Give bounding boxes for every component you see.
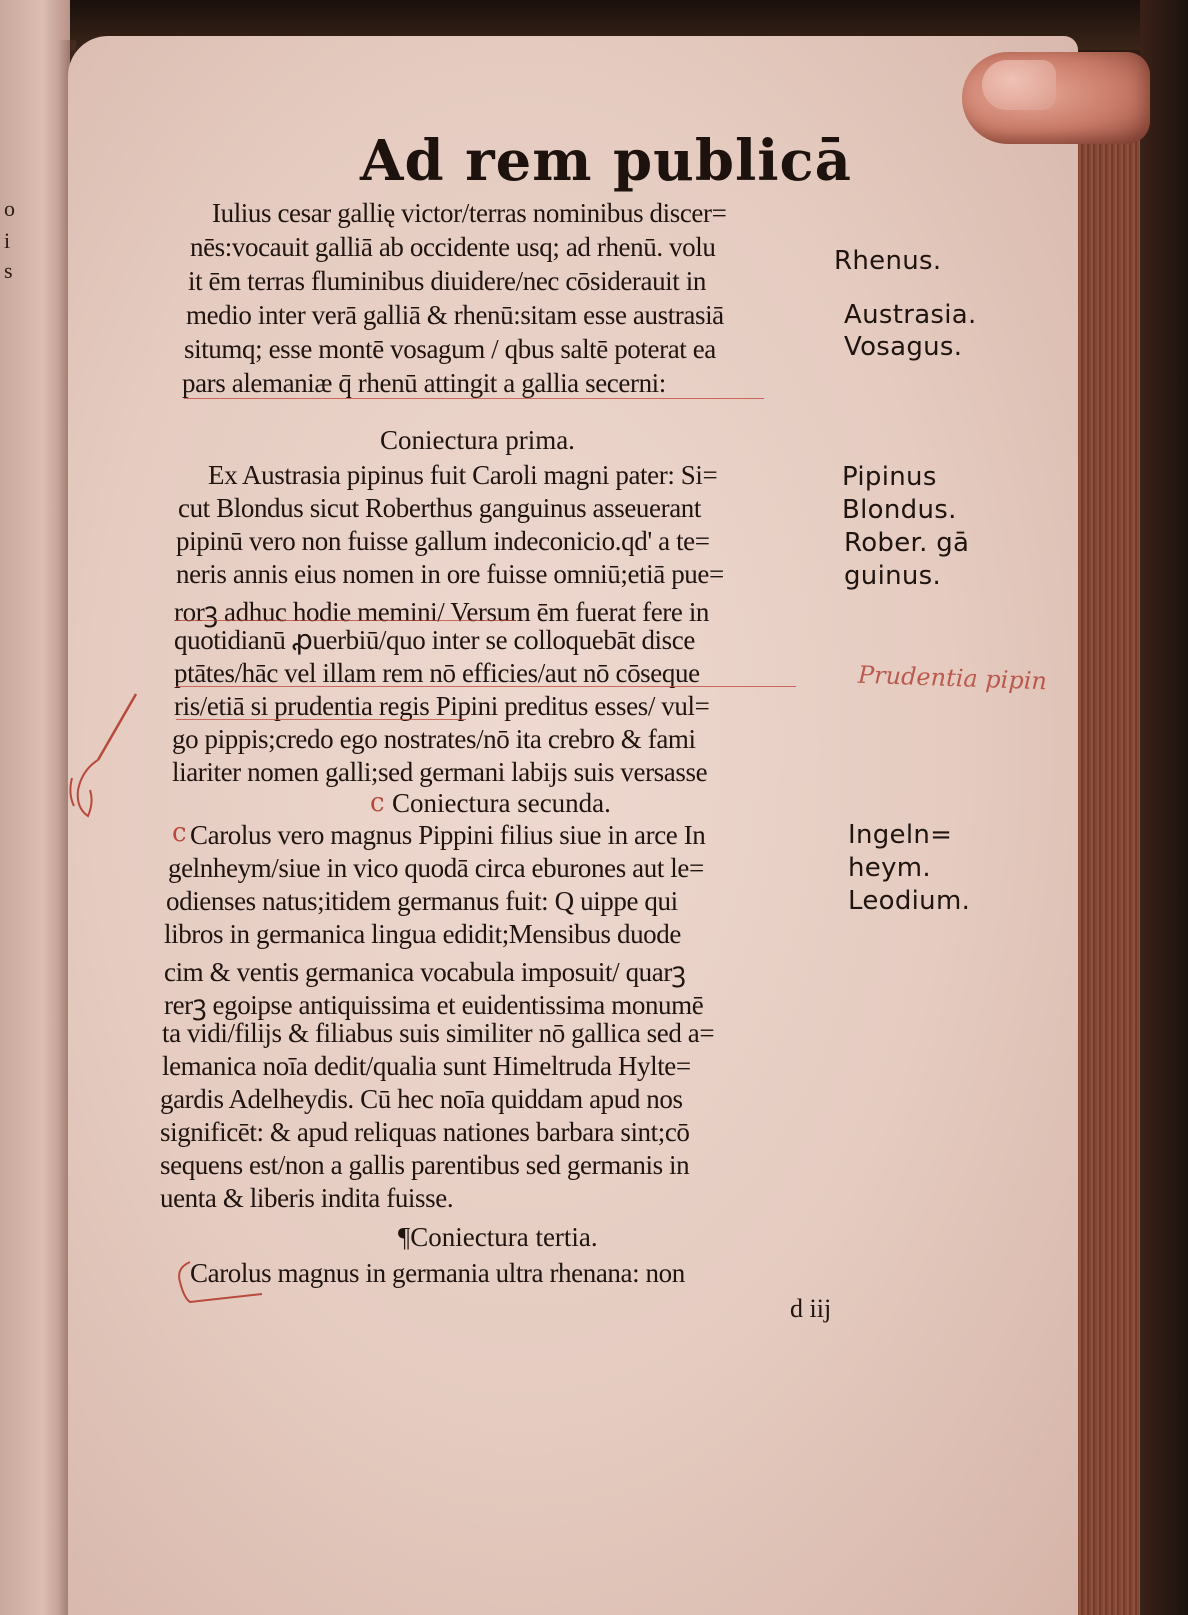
margin-note-leodium: Leodium. xyxy=(848,886,971,916)
text-line: sequens est/non a gallis parentibus sed germanis in xyxy=(160,1150,690,1180)
text-line: it ēm terras fluminibus diuidere/nec cōsiderauit in xyxy=(188,266,706,296)
left-page-fragment: s xyxy=(4,258,13,283)
left-page-fragment: i xyxy=(4,228,11,253)
text-line: pars alemaniæ q̄ rhenū attingit a gallia secerni: xyxy=(182,368,666,398)
text-line: nēs:vocauit galliā ab occidente usq; ad rhenū. volu xyxy=(190,232,716,262)
left-page-fragment: o xyxy=(4,196,15,221)
text-line: Iulius cesar gallię victor/terras nominibus discer= xyxy=(212,198,727,228)
text-line: cut Blondus sicut Roberthus ganguinus asseuerant xyxy=(178,493,701,523)
text-line: ris/etiā si prudentia regis Pipini preditus esses/ vul= xyxy=(174,691,710,721)
margin-note-ingelnheym-cont: heym. xyxy=(848,853,931,883)
text-line: cim & ventis germanica vocabula imposuit/ quarꝫ xyxy=(164,957,686,987)
text-line: rorꝫ adhuc hodie memini/ Versum ēm fuerat fere in xyxy=(174,597,710,627)
text-line: liariter nomen galli;sed germani labijs suis versasse xyxy=(172,757,708,787)
text-line: pipinū vero non fuisse gallum indeconicio.qd' a te= xyxy=(176,526,710,556)
section-title: Coniectura prima. xyxy=(380,425,575,455)
text-line: medio inter verā galliā & rhenū:sitam esse austrasiā xyxy=(186,300,724,330)
red-underline xyxy=(176,620,516,621)
signature-mark: d iij xyxy=(790,1294,832,1323)
text-line: gardis Adelheydis. Cū hec noīa quiddam apud nos xyxy=(160,1084,683,1114)
text-line: Carolus magnus in germania ultra rhenana: non xyxy=(190,1258,685,1288)
thumb-nail xyxy=(982,60,1056,110)
handwritten-annotation: Prudentia pipin xyxy=(857,660,1048,696)
text-line: go pippis;credo ego nostrates/nō ita crebro & fami xyxy=(172,724,696,754)
text-line: significēt: & apud reliquas nationes barbara sint;cō xyxy=(160,1117,690,1147)
red-underline xyxy=(176,719,466,720)
text-line: Carolus vero magnus Pippini filius siue in arce In xyxy=(190,820,706,850)
text-line: ta vidi/filijs & filiabus suis similiter nō gallica sed a= xyxy=(162,1018,715,1048)
text-line: situmq; esse montē vosagum / qbus saltē poterat ea xyxy=(184,334,716,364)
margin-note-pipinus: Pipinus xyxy=(842,462,937,492)
red-paragraph-mark: c xyxy=(370,788,385,818)
red-underline xyxy=(184,398,764,399)
red-bracket-icon xyxy=(176,1258,266,1306)
text-line: neris annis eius nomen in ore fuisse omniū;etiā pue= xyxy=(176,559,724,589)
margin-note-vosagus: Vosagus. xyxy=(844,332,963,362)
text-line: lemanica noīa dedit/qualia sunt Himeltruda Hylte= xyxy=(162,1051,691,1081)
text-line: uenta & liberis indita fuisse. xyxy=(160,1183,454,1213)
text-line: ptātes/hāc vel illam rem nō efficies/aut nō cōseque xyxy=(174,658,700,688)
margin-note-rhenus: Rhenus. xyxy=(834,246,942,276)
text-line: libros in germanica lingua edidit;Mensibus duode xyxy=(164,919,681,949)
margin-note-blondus: Blondus. xyxy=(842,495,957,525)
text-line: gelnheym/siue in vico quodā circa eburones aut le= xyxy=(168,853,704,883)
page-heading: Ad rem publicā xyxy=(360,128,852,194)
text-line: rerꝫ egoipse antiquissima et euidentissima monumē xyxy=(164,990,704,1020)
manicule-icon xyxy=(58,690,148,830)
background-right xyxy=(1140,0,1188,1615)
section-title: ¶Coniectura tertia. xyxy=(398,1222,598,1252)
margin-note-robertus: Rober. gā xyxy=(844,528,970,558)
text-line: odienses natus;itidem germanus fuit: Q uippe qui xyxy=(166,886,678,916)
margin-note-ingelnheym: Ingeln= xyxy=(848,820,953,850)
margin-note-austrasia: Austrasia. xyxy=(844,300,977,330)
margin-note-robertus-cont: guinus. xyxy=(844,561,942,591)
text-line: quotidianū ꝓuerbiū/quo inter se colloquebāt disce xyxy=(174,625,695,655)
red-underline xyxy=(176,686,796,687)
section-title: Coniectura secunda. xyxy=(392,788,611,818)
red-paragraph-mark: c xyxy=(172,818,187,848)
text-line: Ex Austrasia pipinus fuit Caroli magni pater: Si= xyxy=(208,460,718,490)
